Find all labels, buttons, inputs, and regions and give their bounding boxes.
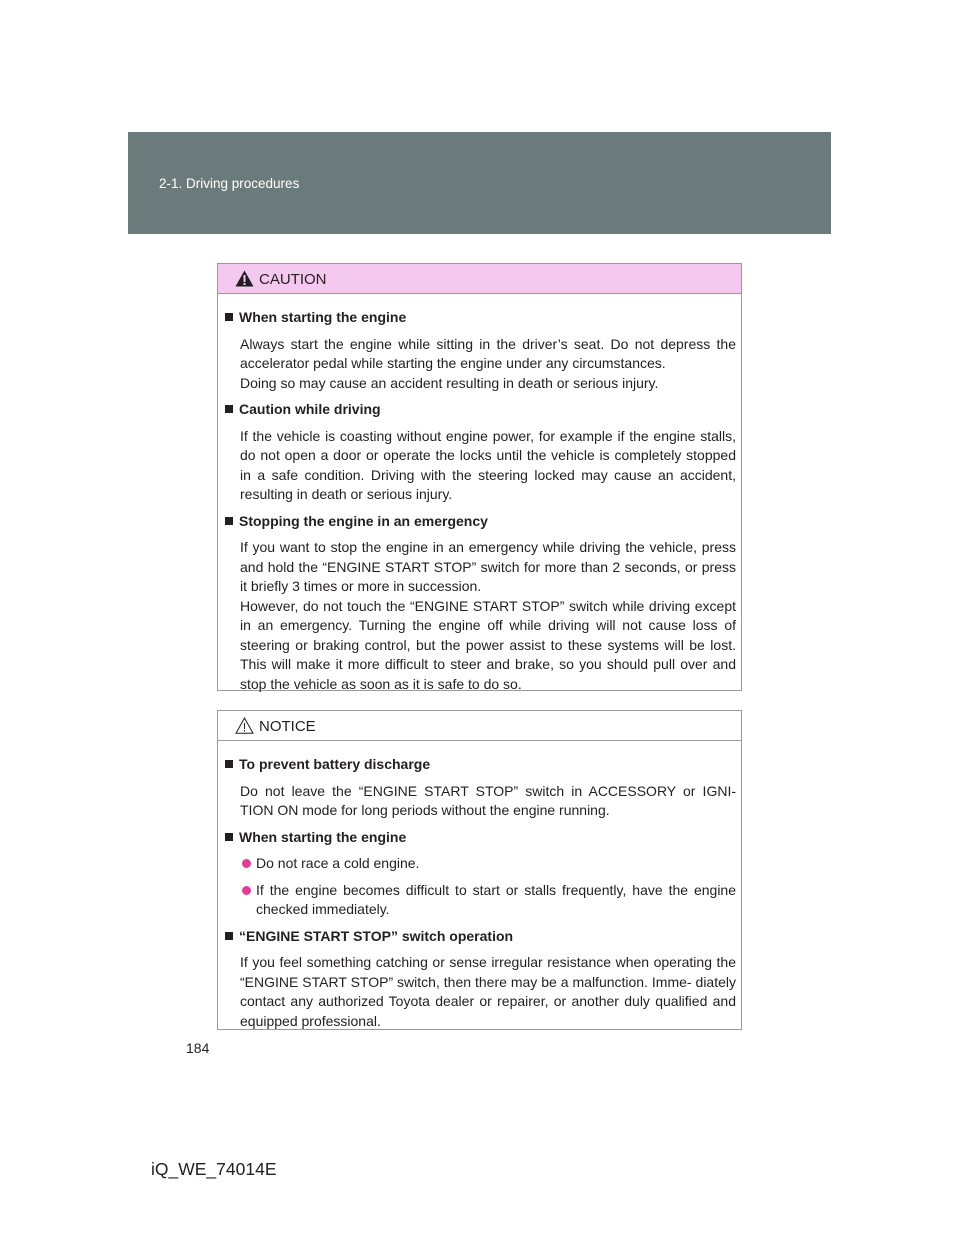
- caution-body: [218, 294, 741, 694]
- caution-paragraph: If the vehicle is coasting without engine power, for example if the engine stalls, do not open a door or operate the locks until the vehicle is completely stopped in a safe condition. Driving with the steering locked may cause an accident, resulting in death or serious injury.: [240, 427, 736, 502]
- caution-box: [217, 263, 742, 691]
- warning-triangle-outline-icon: [235, 717, 254, 734]
- page-number: 184: [186, 1040, 210, 1056]
- square-bullet-icon: [225, 405, 233, 413]
- caution-section-title: Caution while driving: [224, 400, 736, 420]
- caution-paragraph: If you want to stop the engine in an emergency while driving the vehicle, press and hold the “ENGINE START STOP” switch for more than 2 seconds, or press it briefly 3 times or more in succession. However, do not touch the “ENGINE START STOP” switch while driving except in an emergency. Turning the engine off while driving will not cause loss of steering or braking control, but the power assist to these systems will be lost. This will make it more difficult to steer and brake, so you should pull over and stop the vehicle as soon as it is safe to do so.: [240, 539, 736, 692]
- caution-header: [218, 264, 741, 294]
- page-header: [128, 132, 831, 234]
- round-bullet-icon: [242, 886, 251, 895]
- square-bullet-icon: [225, 932, 233, 940]
- caution-label: CAUTION: [259, 271, 327, 288]
- notice-bullet-item: Do not race a cold engine.: [224, 854, 736, 874]
- caution-paragraph: Always start the engine while sitting in the driver’s seat. Do not depress the accelerator pedal while starting the engine under any circumstances. Doing so may cause an accident resulting in death or serious injury.: [240, 335, 736, 391]
- square-bullet-icon: [225, 313, 233, 321]
- notice-paragraph: Do not leave the “ENGINE START STOP” switch in ACCESSORY or IGNI- TION ON mode for long periods without the engine running.: [240, 782, 736, 818]
- caution-section-title: When starting the engine: [224, 308, 736, 328]
- square-bullet-icon: [225, 760, 233, 768]
- notice-section-title: “ENGINE START STOP” switch operation: [224, 927, 736, 947]
- notice-section-title: When starting the engine: [224, 828, 736, 848]
- round-bullet-icon: [242, 859, 251, 868]
- notice-header: [218, 711, 741, 741]
- document-code: iQ_WE_74014E: [151, 1159, 277, 1179]
- notice-box: [217, 710, 742, 1030]
- square-bullet-icon: [225, 517, 233, 525]
- notice-bullet-item: If the engine becomes difficult to start or stalls frequently, have the engine checked immediately.: [224, 881, 736, 920]
- square-bullet-icon: [225, 833, 233, 841]
- caution-section-title: Stopping the engine in an emergency: [224, 512, 736, 532]
- notice-label: NOTICE: [259, 718, 316, 735]
- notice-body: [218, 741, 741, 1031]
- warning-triangle-icon: [235, 270, 254, 287]
- section-title: 2-1. Driving procedures: [159, 176, 300, 191]
- notice-paragraph: If you feel something catching or sense irregular resistance when operating the “ENGINE START STOP” switch, then there may be a malfunction. Imme- diately contact any authorized Toyota dealer or repairer, or another duly qualified and equipped professional.: [240, 954, 736, 1029]
- notice-section-title: To prevent battery discharge: [224, 755, 736, 775]
